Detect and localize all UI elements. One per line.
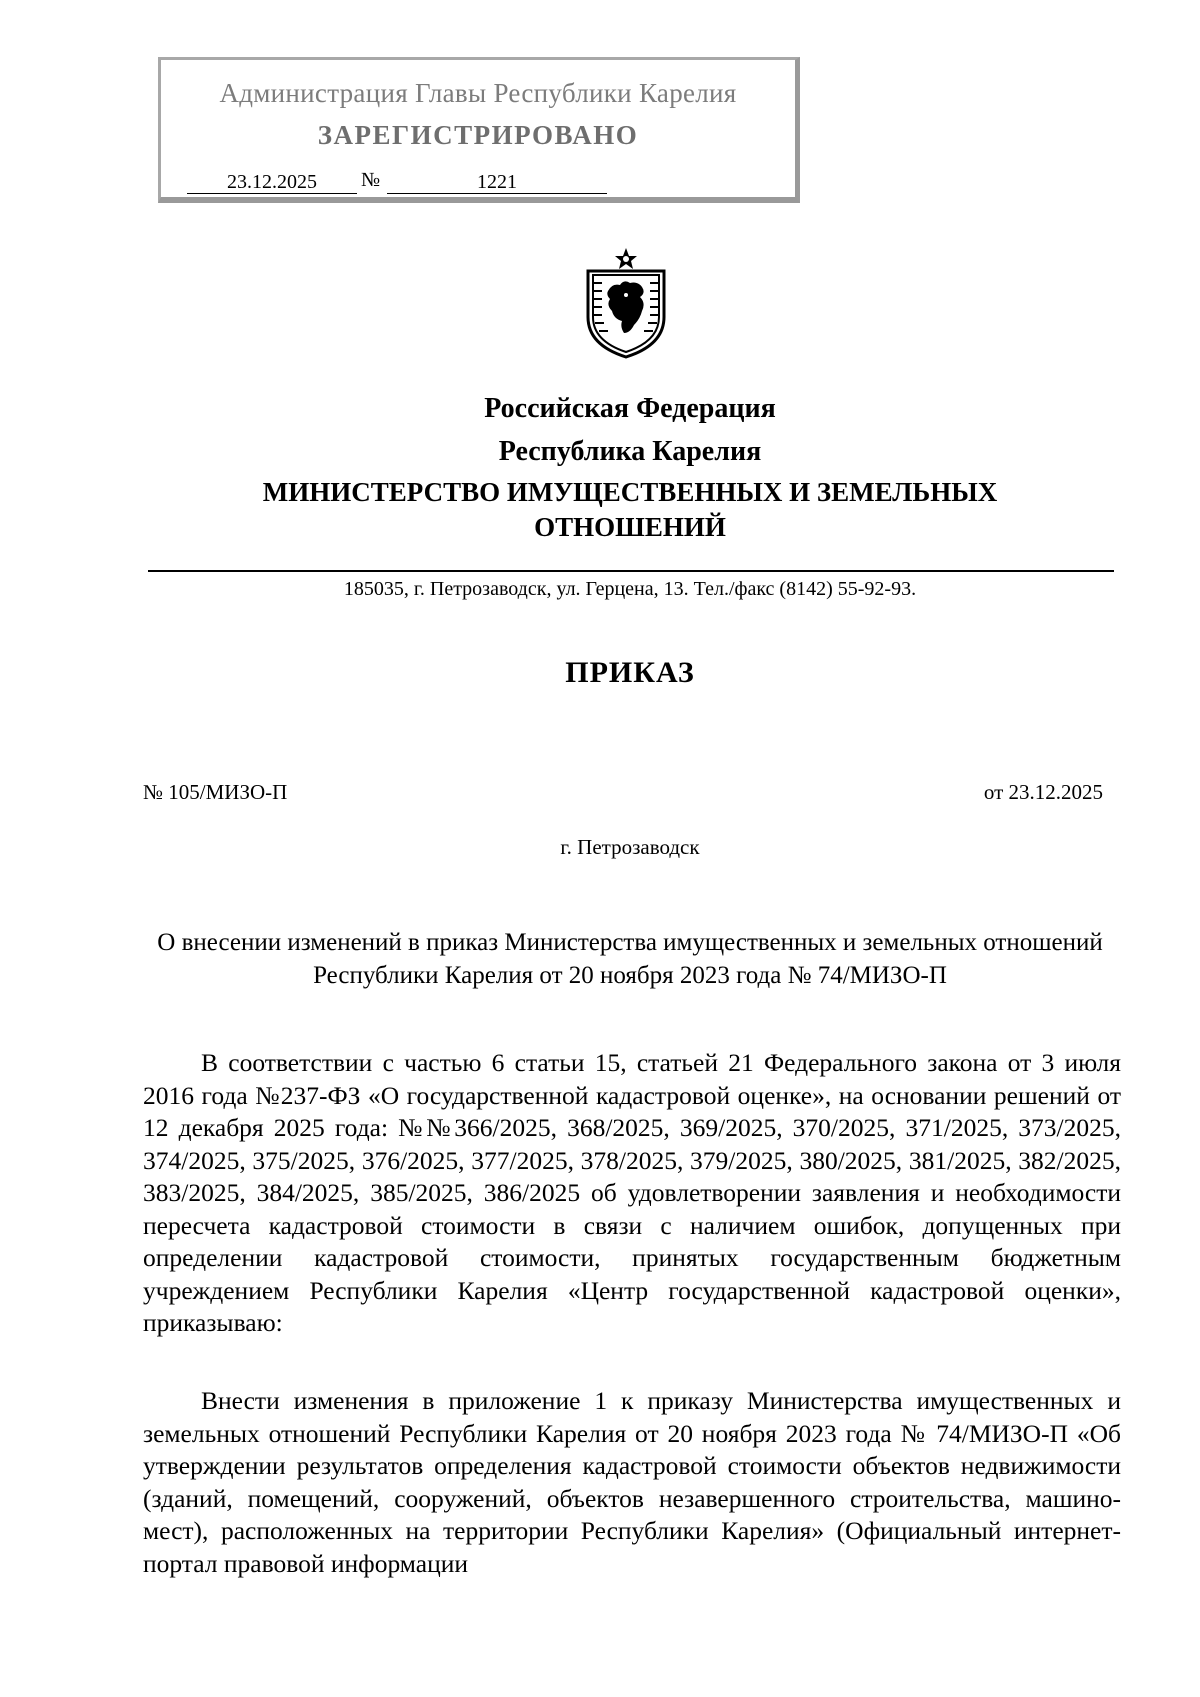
- stamp-authority: Администрация Главы Республики Карелия: [219, 78, 737, 108]
- registration-stamp: [158, 57, 800, 203]
- header-country: Российская Федерация: [484, 393, 776, 424]
- header-divider: [148, 570, 1114, 572]
- order-date: от 23.12.2025: [983, 780, 1103, 804]
- order-number: № 105/МИЗО-П: [143, 780, 288, 804]
- stamp-date: 23.12.2025: [187, 171, 357, 194]
- order-city: г. Петрозаводск: [560, 835, 700, 859]
- body-paragraph-2: Внести изменения в приложение 1 к приказу Министерства имущественных и земельных отношений Республики Карелия от 20 ноября 2023 года № 74/МИЗО-П «Об утверждении результатов определения кадастровой стоимости объектов недвижимости (зданий, помещений, сооружений, объектов незавершенного строительства, машино-мест), расположенных на территории Республики Карелия» (Официальный интернет-портал правовой информации: [143, 1386, 1121, 1578]
- order-subject: О внесении изменений в приказ Министерства имущественных и земельных отношений Республики Карелия от 20 ноября 2023 года № 74/МИЗО-П: [157, 929, 1103, 989]
- body-paragraph-1: В соответствии с частью 6 статьи 15, статьей 21 Федерального закона от 3 июля 2016 года №237-ФЗ «О государственной кадастровой оценке», на основании решений от 12 декабря 2025 года: №№366/2025, 368/2025, 369/2025, 370/2025, 371/2025, 373/2025, 374/2025, 375/2025, 376/2025, 377/2025, 378/2025, 379/2025, 380/2025, 381/2025, 382/2025, 383/2025, 384/2025, 385/2025, 386/2025 об удовлетворении заявления и необходимости пересчета кадастровой стоимости в связи с наличием ошибок, допущенных при определении кадастровой стоимости, принятых государственным бюджетным учреждением Республики Карелия «Центр государственной кадастровой оценки», приказываю:: [143, 1048, 1121, 1337]
- header-address: 185035, г. Петрозаводск, ул. Герцена, 13. Тел./факс (8142) 55-92-93.: [343, 578, 917, 600]
- document-type: ПРИКАЗ: [565, 656, 695, 689]
- header-ministry-cont: ОТНОШЕНИЙ: [534, 512, 726, 542]
- stamp-registered-label: ЗАРЕГИСТРИРОВАНО: [317, 120, 639, 150]
- stamp-number: 1221: [387, 171, 607, 194]
- header-ministry: МИНИСТЕРСТВО ИМУЩЕСТВЕННЫХ И ЗЕМЕЛЬНЫХ: [262, 477, 998, 507]
- header-republic: Республика Карелия: [498, 436, 762, 467]
- stamp-number-label: №: [361, 169, 381, 191]
- coat-of-arms-icon: [580, 247, 672, 359]
